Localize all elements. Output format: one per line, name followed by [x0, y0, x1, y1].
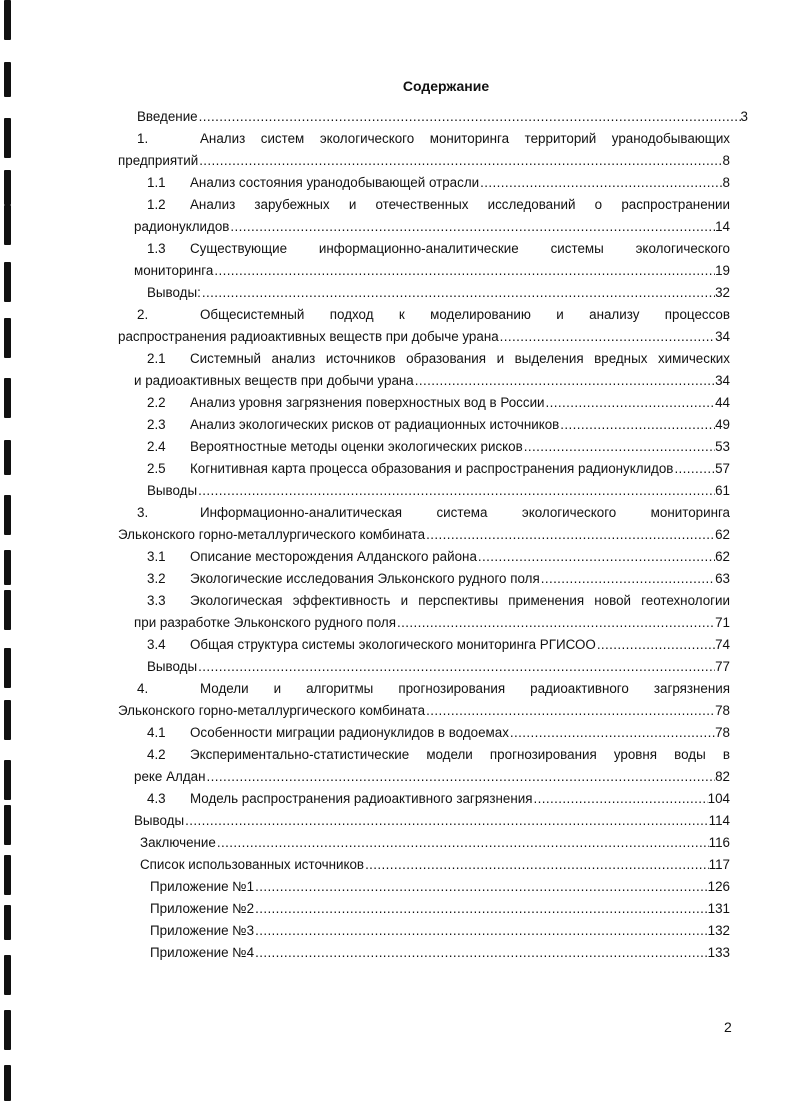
toc-entry[interactable]	[0, 480, 794, 502]
dot-leader	[364, 854, 709, 876]
section-number: 2.1	[147, 351, 166, 366]
section-title: Анализ уровня загрязнения поверхностных вод в России	[190, 395, 545, 410]
dot-leader	[254, 898, 708, 920]
dot-leader	[509, 722, 715, 744]
toc-entry-line	[0, 172, 794, 194]
toc-entry-line	[0, 876, 794, 898]
page-ref: 82	[715, 769, 730, 784]
section-title-continuation: предприятий	[118, 153, 199, 168]
page-ref: 114	[708, 813, 730, 828]
toc-entry[interactable]	[0, 590, 794, 634]
dot-leader	[532, 788, 707, 810]
toc-entry-continuation	[0, 216, 794, 238]
page-ref: 62	[715, 549, 730, 564]
page-ref: 74	[715, 637, 730, 652]
page-ref: 34	[715, 373, 730, 388]
toc-entry-first-line	[0, 590, 794, 612]
page-ref: 44	[715, 395, 730, 410]
page-ref: 49	[715, 417, 730, 432]
toc-entry-continuation	[0, 326, 794, 348]
toc-entry[interactable]	[0, 942, 794, 964]
toc-entry-line	[0, 634, 794, 656]
section-title: Особенности миграции радионуклидов в водоемах	[190, 725, 509, 740]
page-title: Содержание	[402, 78, 490, 94]
section-number: 2.5	[147, 461, 166, 476]
section-number: 4.	[137, 681, 149, 696]
toc-entry-first-line	[0, 194, 794, 216]
dot-leader	[545, 392, 716, 414]
toc-entry[interactable]	[0, 502, 794, 546]
binding-hole-mark	[4, 1065, 11, 1101]
toc-entry[interactable]	[0, 546, 794, 568]
section-number: 2.2	[147, 395, 166, 410]
dot-leader	[254, 876, 708, 898]
toc-entry-first-line	[0, 348, 794, 370]
section-number: 1.1	[147, 175, 166, 190]
toc-entry[interactable]	[0, 634, 794, 656]
dot-leader	[197, 480, 715, 502]
toc-entry[interactable]	[0, 106, 794, 128]
page-ref: 133	[707, 945, 730, 960]
page-ref: 117	[708, 857, 730, 872]
section-title: Модели и алгоритмы прогнозирования радиоактивного загрязнения	[200, 681, 730, 696]
section-title-continuation: при разработке Эльконского рудного поля	[134, 615, 396, 630]
dot-leader	[254, 920, 708, 942]
section-title: Экспериментально-статистические модели прогнозирования уровня воды в	[190, 747, 730, 762]
page-ref: 32	[715, 285, 730, 300]
dot-leader	[201, 282, 715, 304]
binding-hole-mark	[4, 1010, 11, 1050]
dot-leader	[198, 106, 741, 128]
section-title: Системный анализ источников образования и выделения вредных химических	[190, 351, 730, 366]
section-title: Анализ экологических рисков от радиационных источников	[190, 417, 560, 432]
toc-entry[interactable]	[0, 656, 794, 678]
toc-entry-first-line	[0, 744, 794, 766]
page-ref: 8	[722, 175, 730, 190]
section-number: 4.1	[147, 725, 166, 740]
dot-leader	[540, 568, 715, 590]
page-ref: 8	[722, 153, 730, 168]
toc-entry[interactable]	[0, 722, 794, 744]
toc-entry-line	[0, 106, 794, 128]
section-title: Когнитивная карта процесса образования и распространения радионуклидов	[190, 461, 674, 476]
toc-entry[interactable]	[0, 898, 794, 920]
section-number: 1.3	[147, 241, 166, 256]
dot-leader	[184, 810, 709, 832]
section-title: Введение	[137, 109, 198, 124]
section-title: Модель распространения радиоактивного загрязнения	[190, 791, 533, 806]
dot-leader	[198, 150, 722, 172]
page-ref: 19	[715, 263, 730, 278]
toc-entry-continuation	[0, 150, 794, 172]
toc-entry[interactable]	[0, 876, 794, 898]
dot-leader	[213, 260, 715, 282]
page-ref: 126	[707, 879, 730, 894]
toc-entry[interactable]	[0, 458, 794, 480]
toc-entry-line	[0, 546, 794, 568]
section-number: 3.3	[147, 593, 166, 608]
section-title: Общая структура системы экологического мониторинга РГИСОО	[190, 637, 596, 652]
dot-leader	[396, 612, 715, 634]
section-title-continuation: Эльконского горно-металлургического комбината	[118, 703, 426, 718]
section-number: 3.2	[147, 571, 166, 586]
section-title: Приложение №3	[150, 923, 255, 938]
section-number: 4.2	[147, 747, 166, 762]
page-ref: 62	[715, 527, 730, 542]
section-title: Приложение №4	[150, 945, 255, 960]
page-ref: 3	[740, 109, 748, 124]
toc-entry[interactable]	[0, 348, 794, 392]
toc-entry-continuation	[0, 370, 794, 392]
section-title-continuation: мониторинга	[134, 263, 214, 278]
section-title-continuation: реке Алдан	[134, 769, 206, 784]
dot-leader	[425, 700, 715, 722]
page-ref: 104	[707, 791, 730, 806]
toc-entry-line	[0, 898, 794, 920]
dot-leader	[229, 216, 715, 238]
toc-entry-line	[0, 832, 794, 854]
section-title: Существующие информационно-аналитические системы экологического	[190, 241, 730, 256]
dot-leader	[673, 458, 715, 480]
section-title: Выводы	[147, 483, 198, 498]
toc-entry-continuation	[0, 524, 794, 546]
table-of-contents	[0, 106, 794, 964]
dot-leader	[523, 436, 715, 458]
page-ref: 78	[715, 725, 730, 740]
section-number: 1.2	[147, 197, 166, 212]
toc-entry-continuation	[0, 766, 794, 788]
page-ref: 78	[715, 703, 730, 718]
section-title: Выводы:	[147, 285, 201, 300]
toc-entry[interactable]	[0, 810, 794, 832]
page-ref: 132	[707, 923, 730, 938]
section-title: Вероятностные методы оценки экологических рисков	[190, 439, 523, 454]
section-title: Список использованных источников	[140, 857, 365, 872]
page-ref: 77	[715, 659, 730, 674]
toc-entry-line	[0, 458, 794, 480]
section-title-continuation: распространения радиоактивных веществ при добыче урана	[118, 329, 499, 344]
toc-entry-continuation	[0, 260, 794, 282]
toc-entry[interactable]	[0, 788, 794, 810]
section-title: Выводы	[134, 813, 185, 828]
section-title: Экологические исследования Эльконского рудного поля	[190, 571, 540, 586]
section-number: 3.1	[147, 549, 166, 564]
toc-entry-line	[0, 722, 794, 744]
section-number: 2.	[137, 307, 149, 322]
toc-entry[interactable]	[0, 128, 794, 172]
page-ref: 116	[708, 835, 730, 850]
section-title: Анализ состояния уранодобывающей отрасли	[190, 175, 480, 190]
dot-leader	[559, 414, 715, 436]
toc-entry-line	[0, 854, 794, 876]
page-ref: 71	[715, 615, 730, 630]
page-ref: 63	[715, 571, 730, 586]
section-title: Экологическая эффективность и перспективы применения новой геотехнологии	[190, 593, 730, 608]
toc-entry-continuation	[0, 612, 794, 634]
section-title: Заключение	[140, 835, 216, 850]
toc-entry-line	[0, 282, 794, 304]
toc-entry-line	[0, 656, 794, 678]
page-ref: 14	[715, 219, 730, 234]
toc-entry[interactable]	[0, 392, 794, 414]
section-number: 3.	[137, 505, 149, 520]
section-title-continuation: и радиоактивных веществ при добычи урана	[134, 373, 414, 388]
section-title: Анализ зарубежных и отечественных исследований о распространении	[190, 197, 730, 212]
toc-entry-line	[0, 920, 794, 942]
section-title: Приложение №1	[150, 879, 255, 894]
toc-entry-line	[0, 810, 794, 832]
section-title: Общесистемный подход к моделированию и анализу процессов	[200, 307, 730, 322]
dot-leader	[425, 524, 715, 546]
section-number: 1.	[137, 131, 149, 146]
toc-entry[interactable]	[0, 436, 794, 458]
dot-leader	[499, 326, 715, 348]
page-ref: 53	[715, 439, 730, 454]
toc-entry[interactable]	[0, 744, 794, 788]
binding-hole-mark	[4, 0, 11, 40]
toc-entry-line	[0, 480, 794, 502]
toc-entry[interactable]	[0, 304, 794, 348]
toc-entry-line	[0, 568, 794, 590]
toc-entry[interactable]	[0, 854, 794, 876]
section-title: Анализ систем экологического мониторинга территорий уранодобывающих	[200, 131, 730, 146]
section-title: Информационно-аналитическая система экологического мониторинга	[200, 505, 730, 520]
toc-entry-line	[0, 392, 794, 414]
dot-leader	[205, 766, 715, 788]
section-number: 3.4	[147, 637, 166, 652]
toc-entry-first-line	[0, 238, 794, 260]
toc-entry-first-line	[0, 502, 794, 524]
section-title: Описание месторождения Алданского района	[190, 549, 477, 564]
page-ref: 57	[715, 461, 730, 476]
section-title-continuation: радионуклидов	[134, 219, 230, 234]
toc-entry-line	[0, 414, 794, 436]
toc-entry-first-line	[0, 304, 794, 326]
toc-entry[interactable]	[0, 832, 794, 854]
toc-entry-line	[0, 788, 794, 810]
toc-entry[interactable]	[0, 414, 794, 436]
dot-leader	[254, 942, 708, 964]
toc-entry[interactable]	[0, 678, 794, 722]
dot-leader	[216, 832, 709, 854]
dot-leader	[479, 172, 722, 194]
toc-entry[interactable]	[0, 282, 794, 304]
dot-leader	[197, 656, 715, 678]
section-number: 2.4	[147, 439, 166, 454]
toc-entry-first-line	[0, 128, 794, 150]
toc-entry[interactable]	[0, 238, 794, 282]
toc-entry-first-line	[0, 678, 794, 700]
page-ref: 34	[715, 329, 730, 344]
toc-entry[interactable]	[0, 172, 794, 194]
page-ref: 131	[707, 901, 730, 916]
section-title: Выводы	[147, 659, 198, 674]
section-number: 4.3	[147, 791, 166, 806]
section-number: 2.3	[147, 417, 166, 432]
section-title: Приложение №2	[150, 901, 255, 916]
toc-entry[interactable]	[0, 568, 794, 590]
dot-leader	[477, 546, 715, 568]
toc-entry-continuation	[0, 700, 794, 722]
dot-leader	[414, 370, 715, 392]
toc-entry-line	[0, 942, 794, 964]
toc-entry[interactable]	[0, 920, 794, 942]
toc-entry[interactable]	[0, 194, 794, 238]
section-title-continuation: Эльконского горно-металлургического комбината	[118, 527, 426, 542]
toc-entry-line	[0, 436, 794, 458]
dot-leader	[596, 634, 715, 656]
page-number: 2	[724, 1019, 732, 1035]
page-ref: 61	[715, 483, 730, 498]
